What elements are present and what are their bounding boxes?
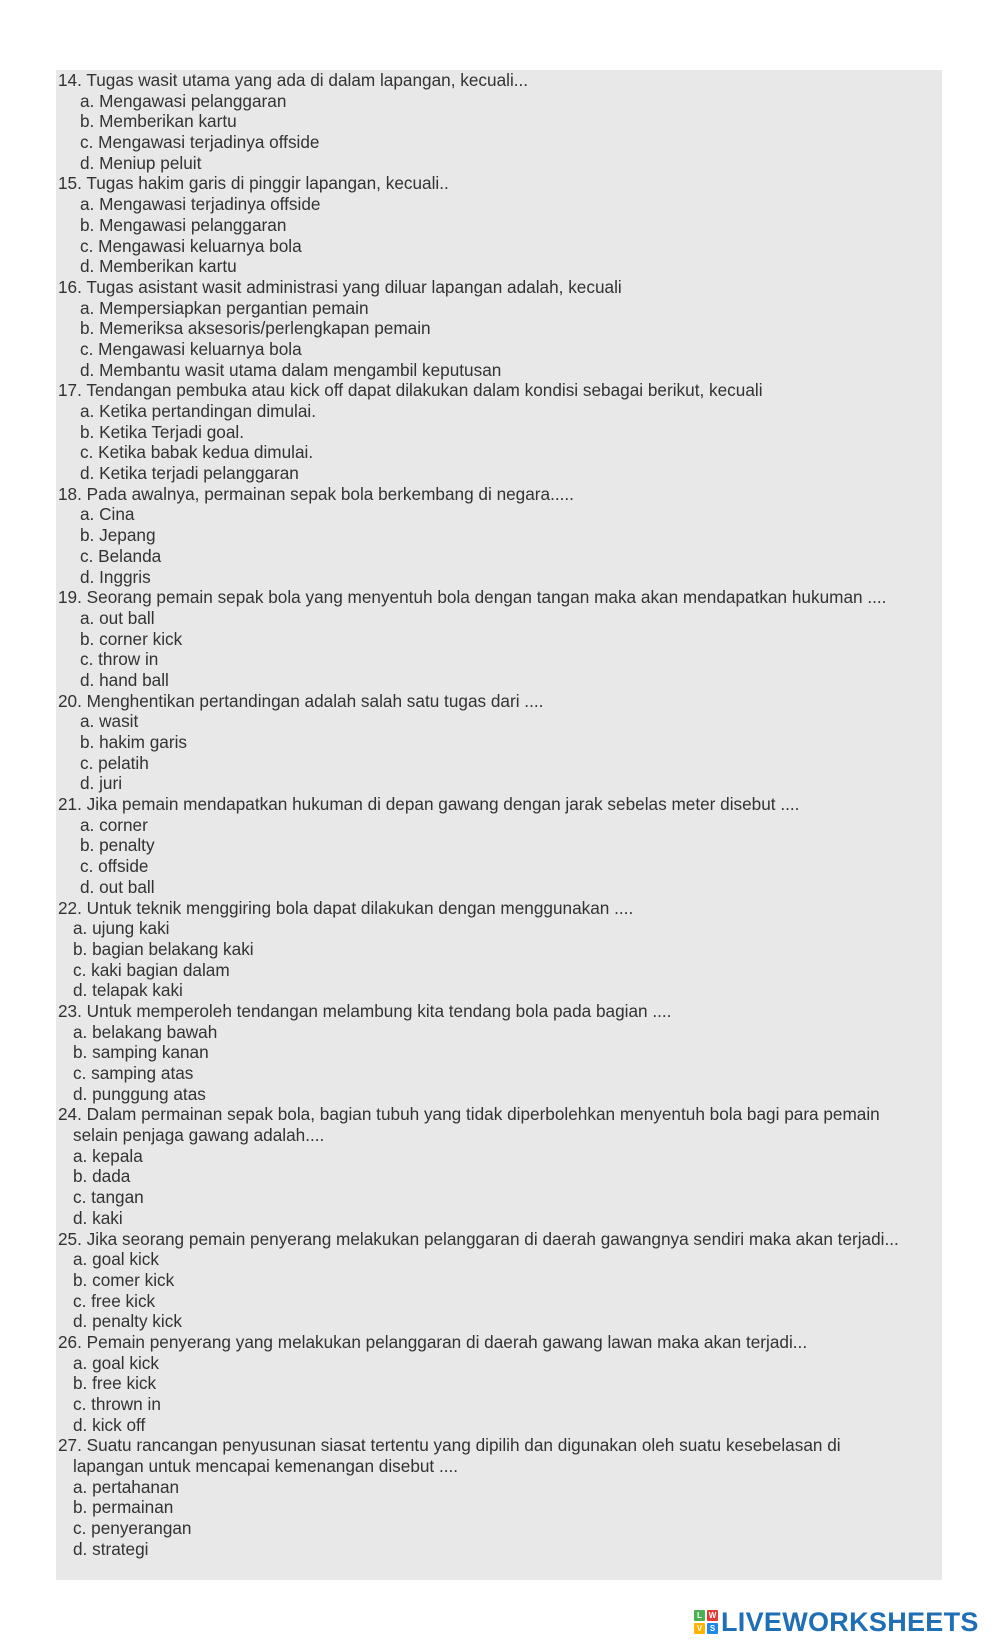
answer-option: a. goal kick [73,1352,159,1373]
question-block [58,484,940,587]
question-block [58,587,940,690]
answer-option: b. samping kanan [73,1042,209,1063]
answer-option: d. juri [80,773,123,794]
answer-option: c. free kick [73,1290,156,1311]
question-text: 25. Jika seorang pemain penyerang melakukan pelanggaran di daerah gawangnya sendiri maka akan terjadi... [58,1228,899,1249]
answer-option: b. comer kick [73,1269,175,1290]
answer-option: a. wasit [80,711,139,732]
question-block [58,1001,940,1104]
question-text: 14. Tugas wasit utama yang ada di dalam lapangan, kecuali... [58,70,529,90]
question-text: 20. Menghentikan pertandingan adalah salah satu tugas dari .... [58,690,544,711]
question-text: 15. Tugas hakim garis di pinggir lapangan, kecuali.. [58,173,449,194]
answer-option: c. thrown in [73,1394,161,1414]
question-block [58,173,940,276]
answer-option: a. Ketika pertandingan dimulai. [80,401,317,421]
answer-option: a. Cina [80,504,135,525]
answer-option: c. throw in [80,649,159,670]
answer-option: a. kepala [73,1145,143,1166]
logo-tile: S [707,1623,718,1634]
answer-option: d. Meniup peluit [80,152,202,173]
question-block [58,1229,940,1332]
question-block [58,70,940,173]
question-text-continued: selain penjaga gawang adalah.... [73,1125,325,1146]
answer-option: c. Mengawasi keluarnya bola [80,235,302,256]
answer-option: b. Ketika Terjadi goal. [80,421,245,442]
answer-option: a. pertahanan [73,1476,180,1497]
answer-option: c. Mengawasi keluarnya bola [80,338,302,359]
answer-option: b. permainan [73,1497,174,1518]
answer-option: c. offside [80,856,149,877]
question-block [58,1104,940,1228]
logo-tile: W [708,1611,717,1620]
answer-option: a. corner [80,814,148,835]
question-block [58,794,940,897]
answer-option: c. kaki bagian dalam [73,959,230,980]
answer-option: d. hand ball [80,669,169,690]
answer-option: b. Jepang [80,525,156,546]
answer-option: b. free kick [73,1373,157,1394]
answer-option: b. hakim garis [80,732,187,752]
question-text: 22. Untuk teknik menggiring bola dapat dilakukan dengan menggunakan .... [58,897,634,918]
question-block [58,1435,940,1559]
logo-tile: L [694,1610,705,1621]
answer-option: a. belakang bawah [73,1021,218,1042]
answer-option: d. out ball [80,876,155,897]
question-text-continued: lapangan untuk mencapai kemenangan disebut .... [73,1456,459,1477]
answer-option: b. bagian belakang kaki [73,938,254,959]
question-text: 19. Seorang pemain sepak bola yang menyentuh bola dengan tangan maka akan mendapatkan hukuman .... [58,587,887,608]
answer-option: a. goal kick [73,1249,159,1270]
answer-option: c. tangan [73,1187,144,1208]
question-text: 21. Jika pemain mendapatkan hukuman di depan gawang dengan jarak sebelas meter disebut .... [58,794,800,815]
question-text: 18. Pada awalnya, permainan sepak bola berkembang di negara..... [58,483,574,504]
answer-option: a. Mempersiapkan pergantian pemain [80,297,369,318]
question-text: 24. Dalam permainan sepak bola, bagian tubuh yang tidak diperbolehkan menyentuh bola bagi para pemain [58,1104,880,1125]
answer-option: d. Memberikan kartu [80,256,237,277]
answer-option: b. Memberikan kartu [80,111,237,132]
question-text: 27. Suatu rancangan penyusunan siasat tertentu yang dipilih dan digunakan oleh suatu kesebelasan di [58,1435,841,1456]
answer-option: d. kick off [73,1414,146,1435]
answer-option: c. samping atas [73,1063,194,1083]
answer-option: d. punggung atas [73,1083,206,1104]
answer-option: b. dada [73,1166,131,1187]
answer-option: c. penyerangan [73,1518,192,1539]
answer-option: d. telapak kaki [73,980,183,1001]
answer-option: d. Membantu wasit utama dalam mengambil keputusan [80,359,502,380]
answer-option: d. Inggris [80,566,151,587]
answer-option: b. Mengawasi pelanggaran [80,214,287,235]
answer-option: a. Mengawasi pelanggaran [80,90,287,111]
logo-tile: V [694,1623,705,1634]
liveworksheets-logo [694,1607,979,1637]
answer-option: d. strategi [73,1538,149,1559]
answer-option: c. pelatih [80,752,149,773]
worksheet-panel [56,70,942,1580]
question-block [58,380,940,483]
question-text: 26. Pemain penyerang yang melakukan pelanggaran di daerah gawang lawan maka akan terjadi... [58,1331,808,1352]
answer-option: d. kaki [73,1207,123,1228]
answer-option: a. ujung kaki [73,918,170,939]
answer-option: d. penalty kick [73,1311,182,1332]
logo-tiles-icon [694,1610,718,1634]
question-block [58,898,940,1001]
question-list [58,70,940,1560]
logo-text: LIVEWORKSHEETS [721,1606,979,1637]
question-text: 17. Tendangan pembuka atau kick off dapat dilakukan dalam kondisi sebagai berikut, kecuali [58,380,763,401]
question-text: 23. Untuk memperoleh tendangan melambung kita tendang bola pada bagian .... [58,1000,672,1021]
answer-option: b. Memeriksa aksesoris/perlengkapan pemain [80,318,431,339]
question-block [58,277,940,380]
question-block [58,1332,940,1435]
answer-option: c. Belanda [80,545,162,566]
answer-option: d. Ketika terjadi pelanggaran [80,463,299,484]
question-text: 16. Tugas asistant wasit administrasi yang diluar lapangan adalah, kecuali [58,276,622,297]
answer-option: c. Ketika babak kedua dimulai. [80,442,314,463]
answer-option: c. Mengawasi terjadinya offside [80,132,320,153]
question-block [58,691,940,794]
answer-option: a. out ball [80,607,155,628]
answer-option: b. corner kick [80,628,183,649]
answer-option: b. penalty [80,835,155,856]
answer-option: a. Mengawasi terjadinya offside [80,194,321,215]
